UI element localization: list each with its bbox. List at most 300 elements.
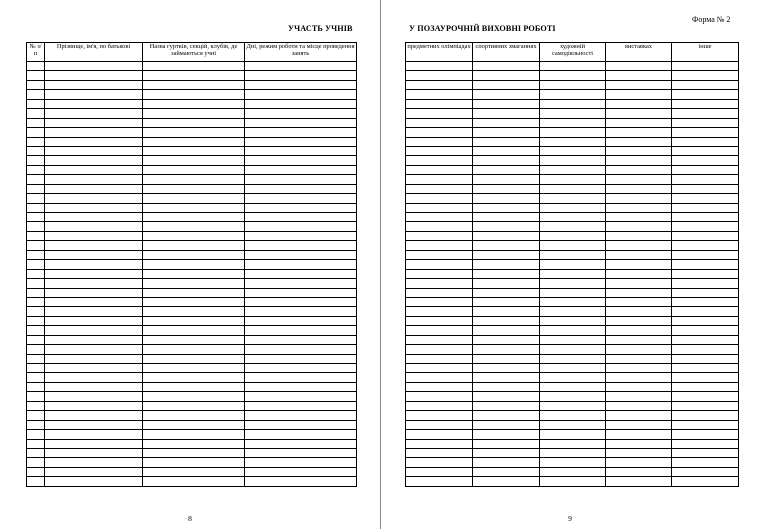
table-cell: [606, 382, 672, 391]
table-cell: [606, 458, 672, 467]
table-row: [406, 373, 739, 382]
table-row: [406, 146, 739, 155]
table-cell: [45, 382, 143, 391]
table-row: [27, 203, 357, 212]
table-cell: [143, 175, 245, 184]
table-cell: [45, 194, 143, 203]
table-cell: [27, 297, 45, 306]
table-cell: [245, 71, 357, 80]
table-cell: [672, 203, 739, 212]
table-cell: [406, 373, 473, 382]
table-cell: [606, 401, 672, 410]
table-cell: [143, 430, 245, 439]
table-row: [406, 316, 739, 325]
table-cell: [406, 401, 473, 410]
table-cell: [473, 467, 540, 476]
table-cell: [540, 420, 606, 429]
table-cell: [473, 392, 540, 401]
table-cell: [672, 477, 739, 486]
table-cell: [672, 80, 739, 89]
table-row: [27, 80, 357, 89]
table-cell: [473, 222, 540, 231]
table-cell: [540, 392, 606, 401]
table-cell: [473, 373, 540, 382]
table-row: [27, 175, 357, 184]
table-cell: [245, 420, 357, 429]
table-row: [27, 307, 357, 316]
table-row: [406, 354, 739, 363]
table-cell: [45, 222, 143, 231]
table-cell: [672, 146, 739, 155]
table-cell: [143, 401, 245, 410]
table-cell: [672, 250, 739, 259]
table-cell: [672, 231, 739, 240]
table-row: [27, 448, 357, 457]
table-cell: [606, 184, 672, 193]
table-cell: [672, 99, 739, 108]
table-cell: [27, 307, 45, 316]
table-cell: [245, 430, 357, 439]
table-cell: [540, 222, 606, 231]
table-row: [406, 288, 739, 297]
table-cell: [406, 184, 473, 193]
table-cell: [27, 109, 45, 118]
table-cell: [45, 392, 143, 401]
table-cell: [45, 430, 143, 439]
table-cell: [45, 335, 143, 344]
table-row: [27, 467, 357, 476]
table-cell: [45, 128, 143, 137]
table-cell: [406, 326, 473, 335]
table-row: [406, 90, 739, 99]
column-header-full-name: Прізвище, ім'я, по батькові: [45, 43, 143, 62]
table-cell: [672, 326, 739, 335]
table-cell: [45, 184, 143, 193]
table-row: [406, 231, 739, 240]
table-cell: [540, 297, 606, 306]
table-cell: [606, 241, 672, 250]
table-cell: [606, 128, 672, 137]
table-cell: [606, 165, 672, 174]
table-cell: [27, 128, 45, 137]
table-cell: [473, 477, 540, 486]
table-cell: [406, 260, 473, 269]
table-cell: [406, 392, 473, 401]
table-cell: [27, 316, 45, 325]
table-cell: [245, 231, 357, 240]
table-cell: [143, 222, 245, 231]
table-cell: [540, 260, 606, 269]
table-row: [406, 279, 739, 288]
table-cell: [245, 288, 357, 297]
table-cell: [406, 62, 473, 71]
table-cell: [672, 156, 739, 165]
table-cell: [540, 156, 606, 165]
table-cell: [245, 128, 357, 137]
table-cell: [540, 373, 606, 382]
table-cell: [245, 335, 357, 344]
table-cell: [606, 194, 672, 203]
table-row: [27, 241, 357, 250]
table-row: [27, 420, 357, 429]
table-cell: [606, 448, 672, 457]
table-cell: [406, 279, 473, 288]
table-cell: [45, 420, 143, 429]
table-cell: [473, 213, 540, 222]
table-cell: [45, 354, 143, 363]
table-cell: [540, 279, 606, 288]
page-number-left: 8: [188, 514, 192, 523]
table-cell: [27, 364, 45, 373]
table-cell: [606, 80, 672, 89]
table-cell: [540, 326, 606, 335]
table-cell: [245, 260, 357, 269]
table-cell: [672, 165, 739, 174]
table-cell: [406, 231, 473, 240]
table-cell: [672, 316, 739, 325]
table-cell: [672, 364, 739, 373]
table-cell: [45, 165, 143, 174]
table-cell: [245, 90, 357, 99]
table-cell: [45, 241, 143, 250]
table-cell: [27, 213, 45, 222]
table-cell: [45, 345, 143, 354]
table-cell: [672, 90, 739, 99]
table-cell: [245, 401, 357, 410]
table-cell: [606, 279, 672, 288]
table-cell: [143, 458, 245, 467]
table-cell: [27, 137, 45, 146]
table-row: [406, 137, 739, 146]
table-cell: [406, 194, 473, 203]
table-cell: [406, 439, 473, 448]
table-cell: [245, 477, 357, 486]
table-cell: [473, 128, 540, 137]
table-cell: [406, 80, 473, 89]
table-cell: [406, 411, 473, 420]
table-cell: [406, 297, 473, 306]
table-cell: [143, 297, 245, 306]
table-cell: [45, 269, 143, 278]
table-cell: [27, 175, 45, 184]
table-cell: [27, 203, 45, 212]
table-cell: [672, 420, 739, 429]
table-row: [27, 194, 357, 203]
table-cell: [606, 392, 672, 401]
table-cell: [672, 401, 739, 410]
table-row: [27, 477, 357, 486]
table-cell: [672, 279, 739, 288]
table-cell: [606, 297, 672, 306]
table-cell: [27, 420, 45, 429]
table-cell: [672, 71, 739, 80]
table-cell: [540, 250, 606, 259]
left-page-title: УЧАСТЬ УЧНІВ: [288, 24, 353, 33]
table-cell: [45, 260, 143, 269]
column-header-exhibitions: виставках: [606, 43, 672, 62]
table-cell: [245, 109, 357, 118]
table-row: [406, 430, 739, 439]
table-row: [406, 222, 739, 231]
table-cell: [540, 467, 606, 476]
table-cell: [406, 382, 473, 391]
table-cell: [27, 288, 45, 297]
table-row: [27, 326, 357, 335]
table-cell: [45, 146, 143, 155]
table-cell: [406, 345, 473, 354]
table-cell: [45, 411, 143, 420]
column-header-sports: спортивних змаганнях: [473, 43, 540, 62]
table-cell: [143, 109, 245, 118]
table-cell: [45, 137, 143, 146]
table-cell: [27, 430, 45, 439]
table-cell: [406, 288, 473, 297]
table-cell: [245, 213, 357, 222]
table-cell: [672, 269, 739, 278]
table-cell: [27, 401, 45, 410]
table-cell: [406, 477, 473, 486]
table-cell: [27, 146, 45, 155]
table-cell: [473, 62, 540, 71]
table-cell: [473, 401, 540, 410]
table-cell: [606, 90, 672, 99]
table-header-row: [406, 43, 739, 62]
table-cell: [245, 194, 357, 203]
table-row: [406, 156, 739, 165]
table-cell: [143, 373, 245, 382]
table-cell: [245, 326, 357, 335]
table-cell: [406, 137, 473, 146]
table-cell: [245, 392, 357, 401]
table-cell: [27, 184, 45, 193]
table-cell: [473, 316, 540, 325]
table-row: [406, 194, 739, 203]
table-row: [27, 90, 357, 99]
table-cell: [45, 71, 143, 80]
table-row: [27, 165, 357, 174]
table-cell: [540, 364, 606, 373]
table-cell: [245, 165, 357, 174]
table-cell: [473, 411, 540, 420]
activities-table: [405, 42, 739, 487]
table-cell: [672, 430, 739, 439]
table-cell: [143, 345, 245, 354]
table-cell: [27, 345, 45, 354]
table-cell: [245, 345, 357, 354]
table-cell: [143, 279, 245, 288]
table-cell: [245, 250, 357, 259]
table-cell: [606, 146, 672, 155]
table-cell: [27, 194, 45, 203]
page-number-right: 9: [568, 514, 572, 523]
table-cell: [27, 260, 45, 269]
table-row: [406, 345, 739, 354]
table-cell: [143, 194, 245, 203]
table-cell: [672, 288, 739, 297]
table-cell: [45, 326, 143, 335]
table-cell: [406, 307, 473, 316]
table-cell: [473, 335, 540, 344]
table-row: [27, 156, 357, 165]
table-cell: [606, 71, 672, 80]
column-header-other: інше: [672, 43, 739, 62]
table-cell: [143, 99, 245, 108]
table-cell: [143, 392, 245, 401]
table-cell: [540, 458, 606, 467]
table-cell: [143, 250, 245, 259]
table-cell: [540, 80, 606, 89]
table-cell: [540, 430, 606, 439]
table-cell: [27, 439, 45, 448]
table-cell: [606, 420, 672, 429]
table-row: [27, 392, 357, 401]
table-row: [406, 184, 739, 193]
table-cell: [45, 118, 143, 127]
table-cell: [27, 477, 45, 486]
table-cell: [45, 90, 143, 99]
table-cell: [143, 128, 245, 137]
table-cell: [540, 203, 606, 212]
right-page-title: У ПОЗАУРОЧНІЙ ВИХОВНІ РОБОТІ: [409, 24, 556, 33]
table-cell: [606, 269, 672, 278]
table-cell: [672, 128, 739, 137]
table-cell: [406, 118, 473, 127]
table-cell: [473, 307, 540, 316]
table-cell: [45, 307, 143, 316]
table-cell: [406, 90, 473, 99]
column-header-number: № з/п: [27, 43, 45, 62]
table-cell: [540, 354, 606, 363]
table-cell: [245, 316, 357, 325]
table-row: [406, 307, 739, 316]
table-cell: [473, 382, 540, 391]
table-cell: [672, 213, 739, 222]
table-cell: [45, 175, 143, 184]
right-page: [382, 0, 771, 529]
table-cell: [245, 458, 357, 467]
table-cell: [540, 335, 606, 344]
table-row: [27, 430, 357, 439]
table-row: [406, 213, 739, 222]
table-row: [406, 241, 739, 250]
table-cell: [672, 184, 739, 193]
table-cell: [143, 364, 245, 373]
table-row: [406, 80, 739, 89]
table-row: [406, 99, 739, 108]
table-row: [27, 316, 357, 325]
table-row: [27, 222, 357, 231]
table-cell: [27, 326, 45, 335]
table-cell: [606, 231, 672, 240]
table-cell: [540, 128, 606, 137]
table-cell: [606, 137, 672, 146]
table-cell: [473, 146, 540, 155]
table-cell: [473, 448, 540, 457]
table-row: [27, 439, 357, 448]
table-row: [406, 62, 739, 71]
table-row: [406, 175, 739, 184]
table-cell: [27, 458, 45, 467]
table-cell: [245, 203, 357, 212]
table-cell: [143, 354, 245, 363]
table-row: [27, 118, 357, 127]
table-cell: [540, 194, 606, 203]
table-cell: [27, 165, 45, 174]
left-page: [0, 0, 381, 529]
table-cell: [672, 241, 739, 250]
table-cell: [606, 250, 672, 259]
table-cell: [672, 297, 739, 306]
table-cell: [606, 439, 672, 448]
table-cell: [143, 269, 245, 278]
table-cell: [27, 71, 45, 80]
table-cell: [245, 269, 357, 278]
table-cell: [45, 80, 143, 89]
table-cell: [406, 128, 473, 137]
table-cell: [473, 71, 540, 80]
table-cell: [473, 175, 540, 184]
table-cell: [143, 477, 245, 486]
table-cell: [143, 411, 245, 420]
table-cell: [606, 175, 672, 184]
table-row: [27, 146, 357, 155]
table-cell: [672, 137, 739, 146]
table-row: [406, 364, 739, 373]
table-row: [406, 326, 739, 335]
table-cell: [473, 364, 540, 373]
table-cell: [540, 62, 606, 71]
table-cell: [45, 213, 143, 222]
table-cell: [606, 203, 672, 212]
table-cell: [540, 213, 606, 222]
table-cell: [245, 297, 357, 306]
table-cell: [245, 373, 357, 382]
table-cell: [672, 392, 739, 401]
table-cell: [406, 241, 473, 250]
table-cell: [540, 269, 606, 278]
table-cell: [606, 326, 672, 335]
table-cell: [27, 392, 45, 401]
table-cell: [406, 203, 473, 212]
column-header-olympiads: предметних олімпіадах: [406, 43, 473, 62]
table-cell: [473, 241, 540, 250]
table-cell: [672, 448, 739, 457]
table-cell: [606, 156, 672, 165]
table-cell: [406, 213, 473, 222]
table-cell: [45, 231, 143, 240]
table-cell: [672, 458, 739, 467]
table-cell: [473, 430, 540, 439]
table-cell: [406, 71, 473, 80]
table-row: [27, 354, 357, 363]
table-cell: [473, 109, 540, 118]
table-row: [27, 335, 357, 344]
table-cell: [245, 448, 357, 457]
table-row: [27, 260, 357, 269]
table-cell: [606, 260, 672, 269]
table-cell: [672, 354, 739, 363]
table-row: [27, 128, 357, 137]
table-cell: [606, 335, 672, 344]
table-row: [406, 401, 739, 410]
table-cell: [672, 62, 739, 71]
column-header-schedule: Дні, режим роботи та місце проведення занять: [245, 43, 357, 62]
table-cell: [672, 109, 739, 118]
table-cell: [473, 345, 540, 354]
table-row: [27, 401, 357, 410]
table-row: [406, 382, 739, 391]
table-row: [27, 364, 357, 373]
